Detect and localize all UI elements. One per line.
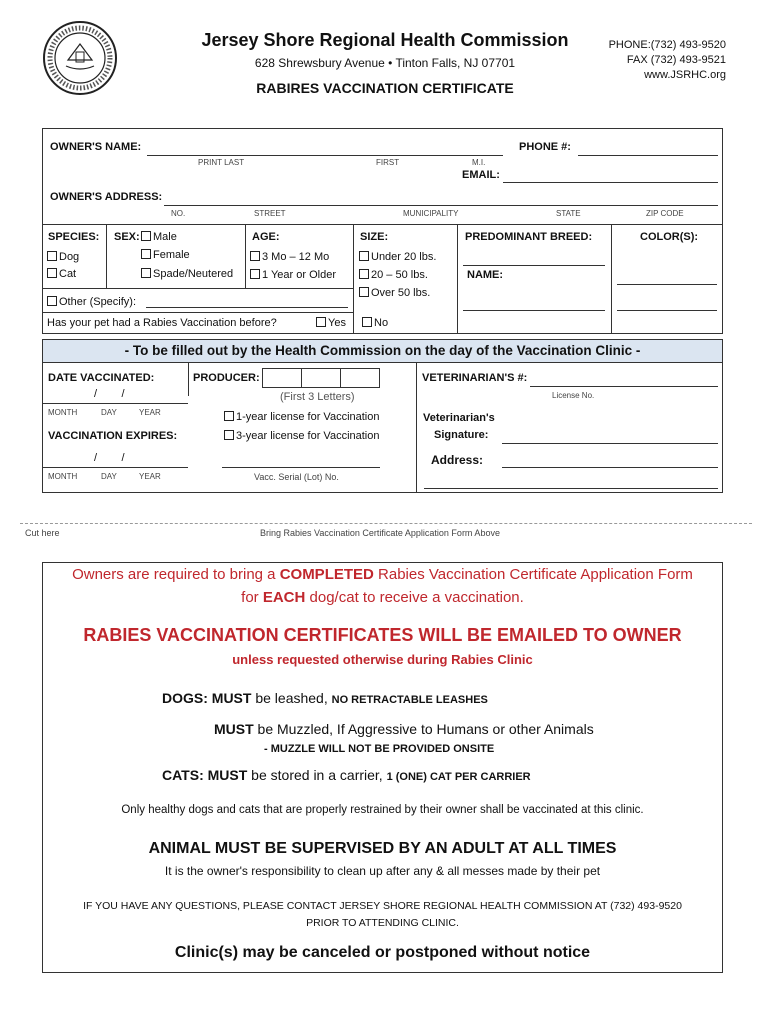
- unless-subheading: unless requested otherwise during Rabies Clinic: [232, 652, 533, 667]
- license-1-year-option[interactable]: [224, 411, 379, 423]
- male-checkbox[interactable]: [141, 231, 151, 241]
- producer-label: PRODUCER:: [193, 372, 260, 384]
- must-a: MUST: [214, 721, 254, 737]
- species-dog-option[interactable]: [47, 251, 79, 263]
- notice-1b: COMPLETED: [279, 566, 374, 583]
- fax-text: FAX (732) 493-9521: [626, 54, 726, 66]
- owner-name-label: OWNER'S NAME:: [50, 141, 142, 153]
- sex-label: SEX:: [114, 231, 140, 243]
- clinic-divider-1: [188, 362, 189, 396]
- vet-signature-label-1: Veterinarian's: [423, 412, 495, 424]
- date-vaccinated-label: DATE VACCINATED:: [48, 372, 155, 384]
- female-checkbox[interactable]: [141, 249, 151, 259]
- addr-no-hint: NO.: [171, 209, 186, 218]
- size-option-1[interactable]: [359, 251, 436, 263]
- license-3-label: 3-year license for Vaccination: [236, 430, 380, 442]
- vet-number-field[interactable]: [530, 386, 718, 387]
- producer-letter-1[interactable]: [262, 368, 302, 388]
- month-hint-2: MONTH: [48, 472, 78, 481]
- color-field-2[interactable]: [617, 310, 717, 311]
- canceled-notice: Clinic(s) may be canceled or postponed without notice: [174, 944, 591, 961]
- cat-checkbox[interactable]: [47, 268, 57, 278]
- age-option-2[interactable]: [250, 269, 336, 281]
- dog-checkbox[interactable]: [47, 251, 57, 261]
- muzzle-onsite-line: - MUZZLE WILL NOT BE PROVIDED ONSITE: [264, 743, 495, 755]
- phone-label: PHONE #:: [519, 141, 571, 153]
- cut-line: [20, 523, 752, 524]
- addr-street-hint: STREET: [254, 209, 286, 218]
- mi-hint: M.I.: [472, 158, 486, 167]
- website-link[interactable]: www.JSRHC.org: [644, 69, 726, 81]
- owner-address-field[interactable]: [164, 205, 718, 206]
- notice-line-1: [42, 566, 723, 583]
- dog-label: Dog: [59, 251, 80, 263]
- pet-grid-low: [42, 312, 353, 313]
- addr-state-hint: STATE: [556, 209, 581, 218]
- size-2-label: 20 – 50 lbs.: [371, 269, 428, 281]
- species-other-option[interactable]: [47, 296, 136, 308]
- date-vaccinated-field[interactable]: / /: [94, 388, 125, 400]
- cats-c: 1 (ONE) CAT PER CARRIER: [386, 771, 531, 783]
- pet-name-field[interactable]: [463, 310, 605, 311]
- license-1-label: 1-year license for Vaccination: [236, 411, 380, 423]
- notice-1c: Rabies Vaccination Certificate Application Form: [373, 566, 693, 583]
- age-label: AGE:: [252, 231, 280, 243]
- month-hint-1: MONTH: [48, 408, 78, 417]
- healthy-notice: Only healthy dogs and cats that are properly restrained by their owner shall be vaccinated at this clinic.: [121, 804, 644, 816]
- prior-vaccination-question: Has your pet had a Rabies Vaccination before?: [47, 317, 277, 329]
- sex-spade-option[interactable]: [141, 268, 233, 280]
- producer-letter-2[interactable]: [301, 368, 341, 388]
- notice-1a: Owners are required to bring a: [72, 566, 280, 583]
- yes-label: Yes: [328, 317, 346, 329]
- pet-grid-divider-3: [353, 224, 354, 334]
- cats-a: CATS: MUST: [162, 767, 248, 783]
- cat-label: Cat: [59, 268, 77, 280]
- phone-field[interactable]: [578, 155, 718, 156]
- size-3-checkbox[interactable]: [359, 287, 369, 297]
- license-1-checkbox[interactable]: [224, 411, 234, 421]
- addr-municipality-hint: MUNICIPALITY: [403, 209, 459, 218]
- owner-address-label: OWNER'S ADDRESS:: [50, 191, 163, 203]
- age-1-label: 3 Mo – 12 Mo: [262, 251, 330, 263]
- year-hint-2: YEAR: [139, 472, 161, 481]
- cleanup-notice: It is the owner's responsibility to clean up after any & all messes made by their pet: [164, 864, 601, 878]
- dogs-line: [162, 690, 488, 706]
- year-hint-1: YEAR: [139, 408, 161, 417]
- other-label: Other (Specify):: [59, 296, 137, 308]
- expires-field[interactable]: / /: [94, 452, 125, 464]
- cats-line: [162, 767, 531, 783]
- color-field-1[interactable]: [617, 284, 717, 285]
- questions-line-1: IF YOU HAVE ANY QUESTIONS, PLEASE CONTACT JERSEY SHORE REGIONAL HEALTH COMMISSION AT (732) 493-9520: [83, 900, 682, 912]
- supervised-heading: ANIMAL MUST BE SUPERVISED BY AN ADULT AT ALL TIMES: [148, 840, 617, 857]
- first-hint: FIRST: [376, 158, 400, 167]
- species-cat-option[interactable]: [47, 268, 76, 280]
- female-label: Female: [153, 249, 190, 261]
- commission-address: 628 Shrewsbury Avenue • Tinton Falls, NJ 07701: [254, 56, 516, 70]
- other-checkbox[interactable]: [47, 296, 57, 306]
- commission-seal-logo: [42, 20, 118, 96]
- spade-label: Spade/Neutered: [153, 268, 234, 280]
- first-3-letters-hint: (First 3 Letters): [280, 391, 355, 403]
- notice-line-2: [42, 589, 723, 606]
- dogs-c: NO RETRACTABLE LEASHES: [331, 694, 488, 706]
- certificate-title: RABIRES VACCINATION CERTIFICATE: [256, 80, 514, 96]
- other-specify-field[interactable]: [146, 307, 348, 308]
- cats-b: be stored in a carrier,: [247, 767, 387, 783]
- bring-form-text: Bring Rabies Vaccination Certificate Application Form Above: [260, 528, 500, 538]
- vet-signature-field[interactable]: [502, 443, 718, 444]
- notice-2a: for: [241, 589, 263, 606]
- size-1-checkbox[interactable]: [359, 251, 369, 261]
- phone-text: PHONE:(732) 493-9520: [608, 39, 726, 51]
- license-3-checkbox[interactable]: [224, 430, 234, 440]
- size-2-checkbox[interactable]: [359, 269, 369, 279]
- age-2-checkbox[interactable]: [250, 269, 260, 279]
- serial-field[interactable]: [222, 467, 380, 468]
- vet-address-field-1[interactable]: [502, 467, 718, 468]
- vet-address-label: Address:: [431, 453, 484, 467]
- date-vaccinated-underline: [42, 403, 188, 404]
- prior-yes-option[interactable]: [316, 317, 346, 329]
- day-hint-2: DAY: [101, 472, 117, 481]
- commission-title: Jersey Shore Regional Health Commission: [201, 30, 569, 50]
- email-label: EMAIL:: [462, 169, 500, 181]
- age-1-checkbox[interactable]: [250, 251, 260, 261]
- dogs-b: be leashed,: [251, 690, 332, 706]
- size-option-3[interactable]: [359, 287, 430, 299]
- species-label: SPECIES:: [48, 231, 100, 243]
- pet-name-label: NAME:: [467, 269, 504, 281]
- notice-2c: dog/cat to receive a vaccination.: [305, 589, 524, 606]
- vet-address-field-2[interactable]: [424, 488, 718, 489]
- dogs-a: DOGS: MUST: [162, 690, 252, 706]
- contact-block: [609, 38, 726, 83]
- sex-female-option[interactable]: [141, 249, 190, 261]
- spade-checkbox[interactable]: [141, 268, 151, 278]
- producer-letter-3[interactable]: [340, 368, 380, 388]
- serial-hint: Vacc. Serial (Lot) No.: [254, 472, 339, 482]
- size-1-label: Under 20 lbs.: [371, 251, 437, 263]
- size-label: SIZE:: [360, 231, 389, 243]
- breed-field[interactable]: [463, 265, 605, 266]
- email-field[interactable]: [503, 182, 718, 183]
- pet-grid-top: [42, 224, 723, 225]
- questions-line-2: PRIOR TO ATTENDING CLINIC.: [306, 917, 459, 929]
- age-2-label: 1 Year or Older: [262, 269, 336, 281]
- addr-zip-hint: ZIP CODE: [646, 209, 684, 218]
- pet-grid-mid: [42, 288, 353, 289]
- breed-label: PREDOMINANT BREED:: [465, 231, 593, 243]
- muzzle-line: [214, 721, 594, 737]
- print-last-hint: PRINT LAST: [198, 158, 245, 167]
- expires-underline: [42, 467, 188, 468]
- vet-signature-label-2: Signature:: [434, 429, 489, 441]
- emailed-heading: RABIES VACCINATION CERTIFICATES WILL BE EMAILED TO OWNER: [83, 625, 682, 645]
- yes-checkbox[interactable]: [316, 317, 326, 327]
- vet-number-label: VETERINARIAN'S #:: [422, 372, 528, 384]
- size-3-label: Over 50 lbs.: [371, 287, 431, 299]
- pet-grid-divider-1: [106, 224, 107, 288]
- license-3-year-option[interactable]: [224, 430, 379, 442]
- owner-name-field[interactable]: [147, 155, 503, 156]
- vaccination-expires-label: VACCINATION EXPIRES:: [48, 430, 178, 442]
- clinic-banner: - To be filled out by the Health Commission on the day of the Vaccination Clinic -: [43, 340, 722, 363]
- day-hint-1: DAY: [101, 408, 117, 417]
- no-label: No: [374, 317, 389, 329]
- must-b: be Muzzled, If Aggressive to Humans or other Animals: [253, 721, 594, 737]
- prior-no-option[interactable]: [362, 317, 388, 329]
- cut-here-text: Cut here: [25, 528, 60, 538]
- clinic-divider-2: [416, 362, 417, 493]
- color-label: COLOR(S):: [640, 231, 699, 243]
- pet-grid-divider-4: [457, 224, 458, 334]
- pet-grid-divider-2: [245, 224, 246, 288]
- male-label: Male: [153, 231, 177, 243]
- sex-male-option[interactable]: [141, 231, 177, 243]
- no-checkbox[interactable]: [362, 317, 372, 327]
- license-no-hint: License No.: [552, 391, 595, 400]
- notice-2b: EACH: [262, 589, 306, 606]
- pet-grid-divider-5: [611, 224, 612, 334]
- age-option-1[interactable]: [250, 251, 329, 263]
- size-option-2[interactable]: [359, 269, 428, 281]
